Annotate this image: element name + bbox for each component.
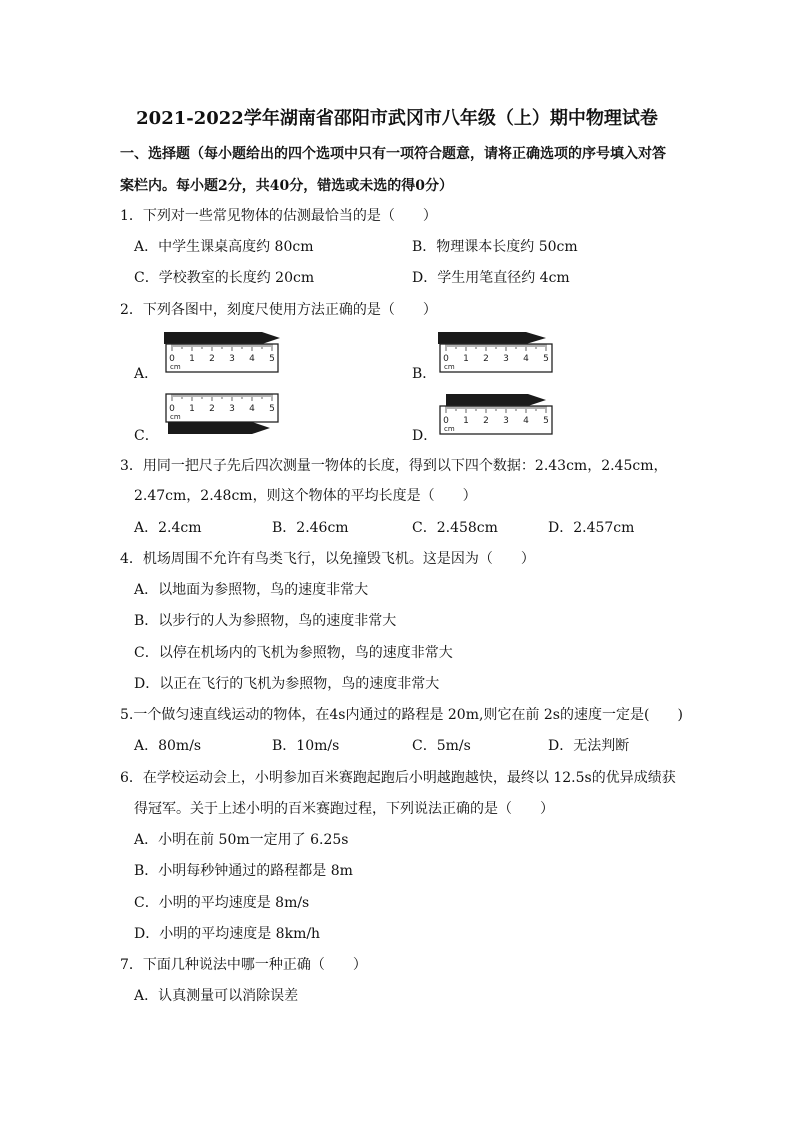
ruler-tick-label: 0 — [169, 404, 175, 414]
question-4-option-b: B．以步行的人为参照物，鸟的速度非常大 — [134, 613, 397, 629]
question-3-stem-line-1: 3．用同一把尺子先后四次测量一物体的长度，得到以下四个数据：2.43cm，2.45cm， — [120, 458, 668, 474]
question-1-option-d: D．学生用笔直径约 4cm — [412, 270, 570, 286]
question-4-option-c: C．以停在机场内的飞机为参照物，鸟的速度非常大 — [134, 645, 453, 661]
question-3-option-a: A．2.4cm — [134, 520, 202, 536]
ruler-tick-label: 4 — [249, 404, 255, 414]
pencil-shape — [168, 422, 270, 434]
question-3-option-c: C．2.458cm — [412, 520, 498, 536]
ruler-tick-label: 3 — [229, 354, 235, 364]
question-1-option-a: A．中学生课桌高度约 80cm — [134, 239, 314, 255]
ruler-figure-a — [162, 330, 284, 382]
question-6-option-a: A．小明在前 50m一定用了 6.25s — [134, 832, 349, 848]
ruler-tick-label: 0 — [443, 416, 449, 426]
question-5-option-c: C．5m/s — [412, 738, 471, 754]
question-1-option-b: B．物理课本长度约 50cm — [412, 239, 578, 255]
ruler-figure-d — [436, 392, 558, 444]
question-6-option-d: D．小明的平均速度是 8km/h — [134, 926, 321, 942]
question-1-option-c: C．学校教室的长度约 20cm — [134, 270, 315, 286]
question-4-option-a: A．以地面为参照物，鸟的速度非常大 — [134, 582, 369, 598]
ruler-tick-label: 4 — [523, 416, 529, 426]
question-4-option-d: D．以正在飞行的飞机为参照物，鸟的速度非常大 — [134, 676, 440, 692]
page-title: 2021-2022学年湖南省邵阳市武冈市八年级（上）期中物理试卷 — [136, 108, 658, 129]
ruler-tick-label: 1 — [463, 354, 469, 364]
question-3-stem-line-2: 2.47cm，2.48cm，则这个物体的平均长度是（ ） — [134, 488, 477, 504]
ruler-d-diagram — [436, 392, 558, 440]
ruler-tick-label: 1 — [463, 416, 469, 426]
ruler-tick-label: 4 — [249, 354, 255, 364]
question-5-option-b: B．10m/s — [272, 738, 340, 754]
question-3-option-b: B．2.46cm — [272, 520, 349, 536]
ruler-figure-c — [162, 392, 284, 444]
ruler-unit-label: cm — [170, 413, 181, 421]
question-7-stem: 7．下面几种说法中哪一种正确（ ） — [120, 957, 367, 973]
ruler-unit-label: cm — [170, 363, 181, 371]
ruler-tick-label: 1 — [189, 354, 195, 364]
ruler-tick-label: 5 — [269, 354, 275, 364]
ruler-figure-b — [436, 330, 558, 382]
ruler-tick-label: 3 — [503, 354, 509, 364]
pencil-shape — [164, 332, 280, 344]
question-6-stem-line-1: 6．在学校运动会上，小明参加百米赛跑起跑后小明越跑越快，最终以 12.5s的优异成绩获 — [120, 770, 676, 786]
ruler-tick-label: 3 — [503, 416, 509, 426]
ruler-tick-label: 2 — [209, 404, 215, 414]
ruler-tick-label: 0 — [443, 354, 449, 364]
question-2-option-d: D． — [412, 428, 438, 444]
ruler-tick-label: 4 — [523, 354, 529, 364]
ruler-tick-label: 3 — [229, 404, 235, 414]
ruler-unit-label: cm — [444, 363, 455, 371]
question-4-stem: 4．机场周围不允许有鸟类飞行，以免撞毁飞机。这是因为（ ） — [120, 551, 535, 567]
question-6-option-c: C．小明的平均速度是 8m/s — [134, 895, 310, 911]
question-2-option-c: C． — [134, 428, 159, 444]
question-2-option-b: B． — [412, 366, 437, 382]
ruler-b-diagram — [436, 330, 558, 378]
question-6-stem-line-2: 得冠军。关于上述小明的百米赛跑过程，下列说法正确的是（ ） — [134, 801, 554, 817]
ruler-c-diagram — [162, 392, 284, 440]
ruler-tick-label: 1 — [189, 404, 195, 414]
question-2-option-a: A． — [134, 366, 159, 382]
ruler-tick-label: 2 — [209, 354, 215, 364]
section-heading-line-1: 一、选择题（每小题给出的四个选项中只有一项符合题意，请将正确选项的序号填入对答 — [120, 146, 666, 162]
ruler-unit-label: cm — [444, 425, 455, 433]
question-5-option-a: A．80m/s — [134, 738, 202, 754]
ruler-tick-label: 5 — [543, 416, 549, 426]
pencil-shape — [438, 332, 546, 344]
ruler-tick-label: 2 — [483, 354, 489, 364]
question-3-option-d: D．2.457cm — [548, 520, 635, 536]
question-5-option-d: D．无法判断 — [548, 738, 630, 754]
question-2-stem: 2．下列各图中，刻度尺使用方法正确的是（ ） — [120, 302, 437, 318]
ruler-tick-label: 5 — [543, 354, 549, 364]
pencil-shape — [446, 394, 546, 406]
ruler-a-diagram — [162, 330, 284, 378]
ruler-tick-label: 0 — [169, 354, 175, 364]
section-heading-line-2: 案栏内。每小题2分，共40分，错选或未选的得0分） — [120, 178, 453, 194]
ruler-tick-label: 2 — [483, 416, 489, 426]
question-6-option-b: B．小明每秒钟通过的路程都是 8m — [134, 863, 353, 879]
question-7-option-a: A．认真测量可以消除误差 — [134, 988, 299, 1004]
question-1-stem: 1．下列对一些常见物体的估测最恰当的是（ ） — [120, 208, 437, 224]
ruler-tick-label: 5 — [269, 404, 275, 414]
question-5-stem: 5.一个做匀速直线运动的物体，在4s内通过的路程是 20m,则它在前 2s的速度一定是( ) — [120, 707, 683, 723]
